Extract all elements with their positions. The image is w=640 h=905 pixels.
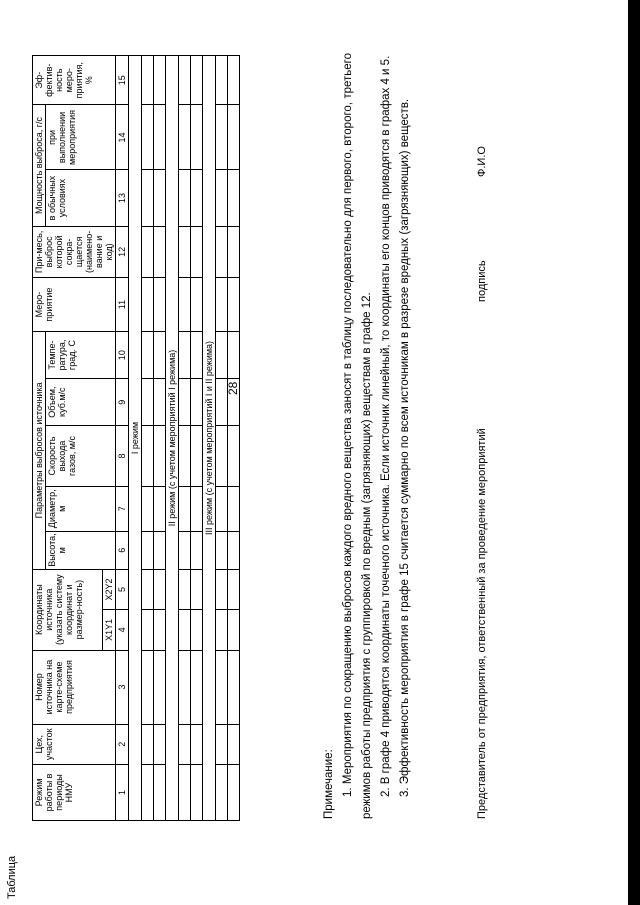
mode-row-3	[203, 56, 216, 821]
col-number: 7	[116, 486, 129, 531]
col-number: 5	[116, 569, 129, 609]
header-diameter: Диаметр, м	[46, 486, 116, 531]
header-source-number: Номер источника на карте-схеме предприятия	[33, 650, 116, 724]
scan-edge-bar	[628, 0, 640, 905]
col-number: 6	[116, 531, 129, 569]
header-volume: Объем, куб.м/с	[46, 379, 116, 426]
header-temperature: Темпе-ратура, град. С	[46, 332, 116, 379]
header-efficiency: Эф-фектив-ность меро-приятия, %	[33, 56, 116, 105]
col-number: 12	[116, 226, 129, 278]
notes-title: Примечание:	[323, 749, 335, 819]
header-power-measure: при выполнении мероприятия	[46, 105, 116, 170]
header-mode: Режим работы в периоды НМУ	[33, 764, 116, 820]
representative-label: Представитель от предприятия, ответственный за проведение мероприятий	[476, 428, 488, 819]
table-row	[216, 56, 228, 821]
col-number: 3	[116, 650, 129, 724]
header-shop: Цех, участок	[33, 724, 116, 764]
table-row	[179, 56, 191, 821]
header-row-1	[33, 56, 46, 821]
col-number: 2	[116, 724, 129, 764]
mode-label: II режим (с учетом мероприятий I режима)	[166, 56, 179, 821]
measures-table	[32, 55, 240, 821]
mode-label: I режим	[129, 56, 142, 821]
col-number: 4	[116, 610, 129, 650]
header-x2y2: X2Y2	[103, 569, 116, 609]
header-x1y1: X1Y1	[103, 610, 116, 650]
header-coordinates: Координаты источника (указать систему координат и размер-ность)	[33, 569, 103, 650]
full-name-label: Ф.И.О	[476, 146, 488, 177]
table-row	[142, 56, 154, 821]
table-row	[154, 56, 166, 821]
col-number: 10	[116, 332, 129, 379]
col-number: 15	[116, 56, 129, 105]
col-number: 9	[116, 379, 129, 426]
col-number: 14	[116, 105, 129, 170]
header-params: Параметры выбросов источника	[33, 332, 46, 570]
col-number: 8	[116, 426, 129, 487]
col-number: 1	[116, 764, 129, 820]
header-measure: Меро-приятие	[33, 278, 116, 332]
note-3: 3. Эффективность мероприятия в графе 15 считается суммарно по всем источникам в разрезе вредных (загрязняющих) веществ.	[399, 98, 411, 797]
mode-row-1	[129, 56, 142, 821]
header-height: Высота, м	[46, 531, 116, 569]
col-number: 13	[116, 170, 129, 226]
column-number-row	[116, 56, 129, 821]
header-power-normal: в обычных условиях	[46, 170, 116, 226]
note-1: 1. Мероприятия по сокращению выбросов каждого вредного вещества заносят в таблицу последовательно для первого, второго, третьего режимов работы предприятия с группировкой по вредным (загрязняющих) веществам в графе 12.	[342, 53, 373, 819]
header-pollutant: При-месь, выброс которой сокра-щается (наимено-вание и код)	[33, 226, 116, 278]
table-caption: Таблица	[6, 855, 18, 899]
table-row	[191, 56, 203, 821]
signature-label: подпись	[476, 260, 488, 302]
mode-label: III режим (с учетом мероприятий I и II режима)	[203, 56, 216, 821]
table-row	[228, 56, 240, 821]
notes-block	[320, 53, 415, 819]
note-2: 2. В графе 4 приводятся координаты точечного источника. Если источник линейный, то координаты его концов приводятся в графах 4 и 5.	[380, 55, 392, 797]
page-number: 28	[226, 381, 240, 395]
header-power: Мощность выброса, г/с	[33, 105, 46, 226]
header-speed: Скорость выхода газов, м/с	[46, 426, 116, 487]
col-number: 11	[116, 278, 129, 332]
mode-row-2	[166, 56, 179, 821]
